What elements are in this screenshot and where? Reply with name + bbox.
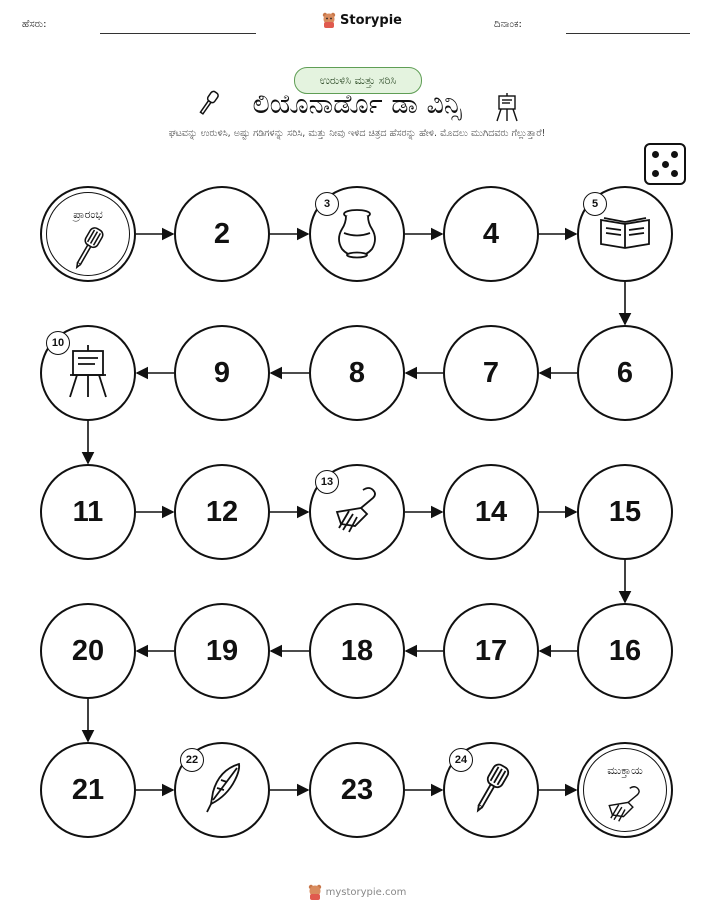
easel-icon [65, 343, 111, 403]
space-number-badge: 10 [46, 331, 70, 355]
bear-logo-icon [308, 884, 322, 900]
space-number: 17 [474, 634, 508, 667]
board-space-10 [40, 325, 136, 421]
board-space-14 [443, 464, 539, 560]
book-icon [597, 210, 653, 258]
pot-icon [330, 205, 384, 263]
board-space-12 [174, 464, 270, 560]
space-number: 23 [340, 773, 374, 806]
board-space-19 [174, 603, 270, 699]
space-number: 20 [71, 634, 105, 667]
board-space-4 [443, 186, 539, 282]
space-number: 14 [474, 495, 508, 528]
board-space-20 [40, 603, 136, 699]
page-title: ಲಿಯೊನಾರ್ಡೊ ಡಾ ವಿನ್ಸಿ [252, 89, 462, 120]
board-space-16 [577, 603, 673, 699]
board-space-18 [309, 603, 405, 699]
board-space-22 [174, 742, 270, 838]
brush-icon [603, 780, 647, 832]
board-space-9 [174, 325, 270, 421]
space-number-badge: 3 [315, 192, 339, 216]
board-space-7 [443, 325, 539, 421]
board-space-2 [174, 186, 270, 282]
footer [0, 884, 714, 900]
start-label: ಪ್ರಾರಂಭ [73, 208, 103, 221]
space-number-badge: 24 [449, 748, 473, 772]
space-number: 15 [608, 495, 642, 528]
space-number-badge: 13 [315, 470, 339, 494]
board-space-13 [309, 464, 405, 560]
screwdriver-icon [66, 224, 110, 276]
space-number-badge: 22 [180, 748, 204, 772]
start-space [40, 186, 136, 282]
space-number: 7 [482, 356, 500, 389]
space-number: 2 [213, 217, 231, 250]
board-space-23 [309, 742, 405, 838]
brand-name: Storypie [340, 12, 402, 28]
board-space-5 [577, 186, 673, 282]
game-type-pill: ಉರುಳಿಸಿ ಮತ್ತು ಸರಿಸಿ [294, 67, 422, 94]
space-number: 19 [205, 634, 239, 667]
board-space-24 [443, 742, 539, 838]
space-number-badge: 5 [583, 192, 607, 216]
space-number: 11 [72, 495, 104, 528]
quill-icon [197, 760, 247, 820]
space-number: 16 [608, 634, 642, 667]
space-number: 12 [205, 495, 239, 528]
space-number: 4 [482, 217, 500, 250]
space-number: 6 [616, 356, 634, 389]
board-space-11 [40, 464, 136, 560]
space-number: 8 [348, 356, 366, 389]
instructions: ಘಟವನ್ನು ಉರುಳಿಸಿ, ಅಷ್ಟು ಗಡಿಗಳನ್ನು ಸರಿಸಿ, ಮತ್ತು ನೀವು ಇಳಿದ ಚಿತ್ರದ ಹೆಸರನ್ನು ಹೇಳಿ. ಮೊದಲು ಮುಗಿದವರು ಗೆಲ್ಲುತ್ತಾರೆ! [168, 128, 546, 139]
board-space-17 [443, 603, 539, 699]
finish-label: ಮುಕ್ತಾಯ [607, 764, 643, 777]
date-label: ದಿನಾಂಕ: [494, 19, 522, 30]
space-number: 9 [213, 356, 231, 389]
space-number: 18 [340, 634, 374, 667]
name-label: ಹೆಸರು: [22, 19, 47, 30]
board-space-15 [577, 464, 673, 560]
footer-site: mystorypie.com [325, 886, 407, 898]
brush-icon [329, 484, 385, 540]
screwdriver-icon [466, 760, 516, 820]
finish-space [577, 742, 673, 838]
board-space-8 [309, 325, 405, 421]
space-number: 21 [71, 773, 105, 806]
board-space-6 [577, 325, 673, 421]
board-space-21 [40, 742, 136, 838]
board-space-3 [309, 186, 405, 282]
